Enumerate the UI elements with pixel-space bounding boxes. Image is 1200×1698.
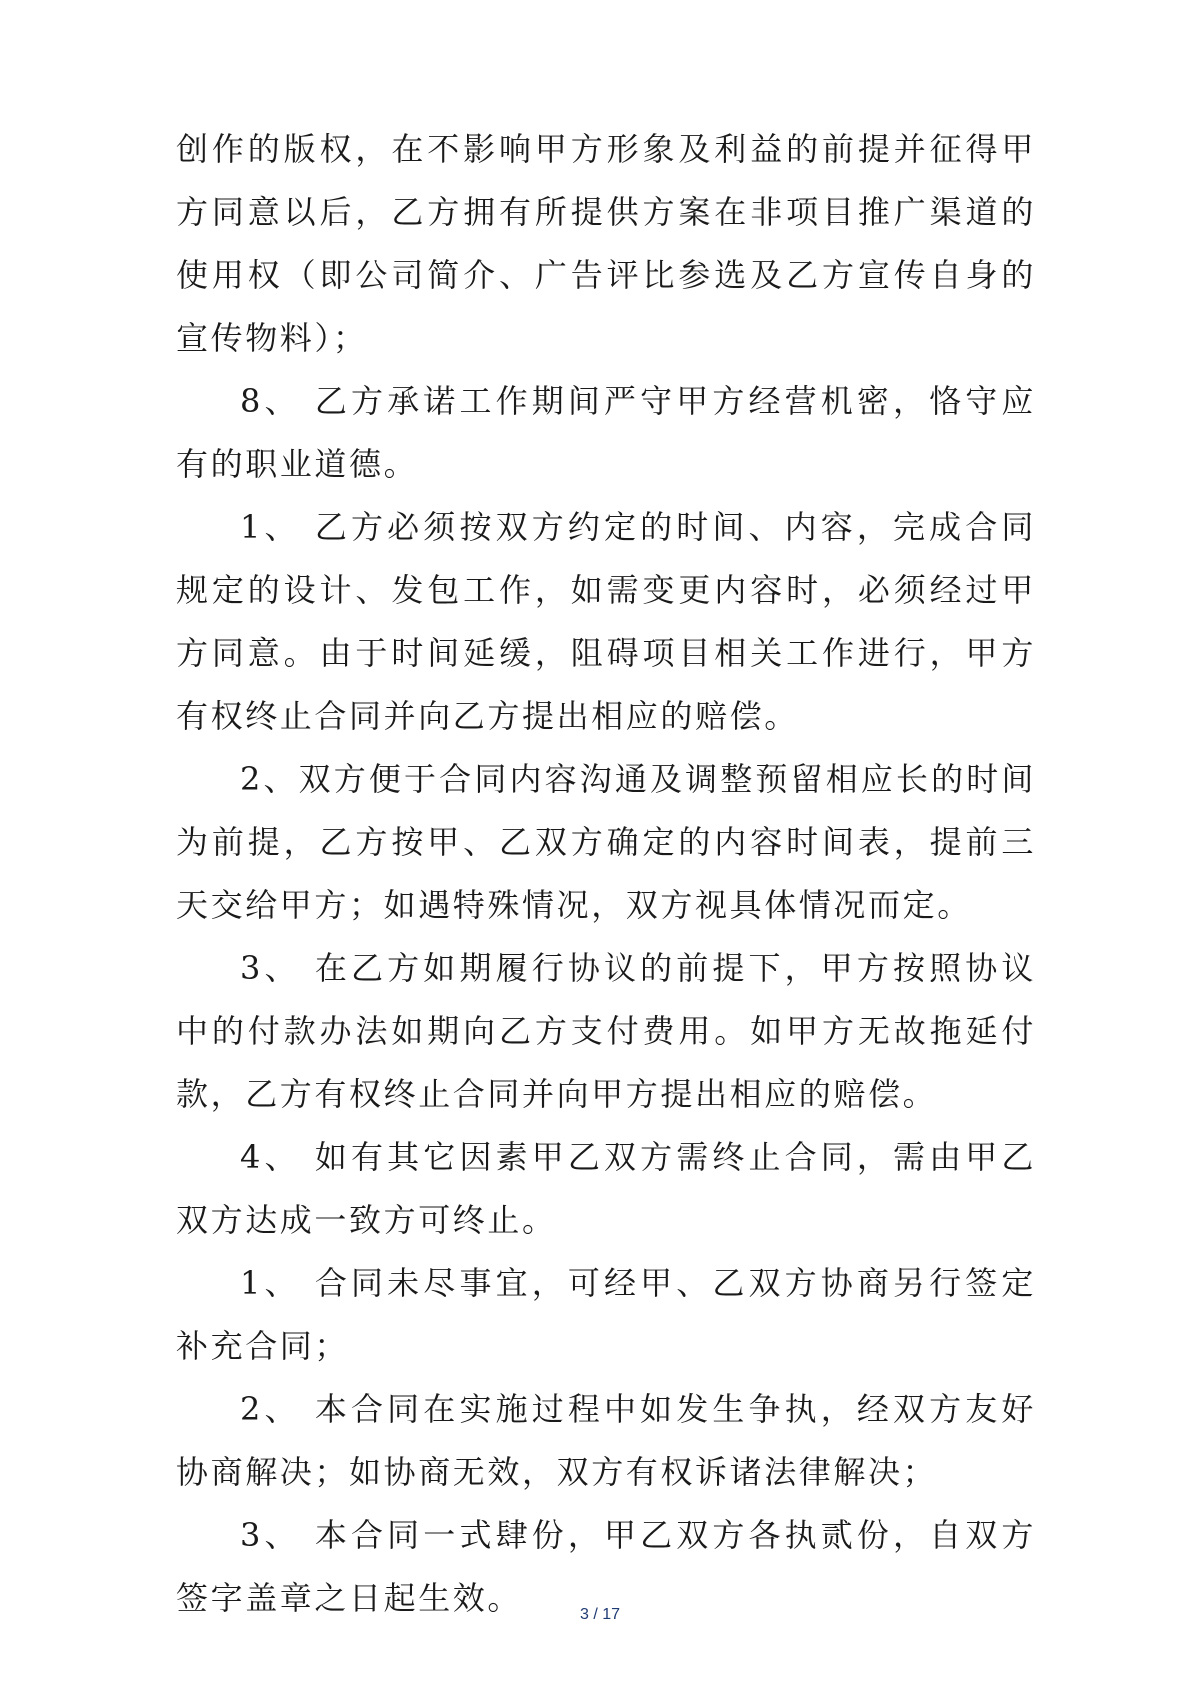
paragraph-clause-3-payment: 3、 在乙方如期履行协议的前提下，甲方按照协议中的付款办法如期向乙方支付费用。如甲方无故拖延付款，乙方有权终止合同并向甲方提出相应的赔偿。 bbox=[176, 949, 1036, 1113]
paragraph-continuation: 创作的版权，在不影响甲方形象及利益的前提并征得甲方同意以后，乙方拥有所提供方案在非项目推广渠道的使用权（即公司简介、广告评比参选及乙方宣传自身的宣传物料）； bbox=[176, 130, 1036, 357]
paragraph-clause-1-obligations: 1、 乙方必须按双方约定的时间、内容，完成合同规定的设计、发包工作，如需变更内容时，必须经过甲方同意。由于时间延缓，阻碍项目相关工作进行，甲方有权终止合同并向乙方提出相应的赔偿。 bbox=[176, 508, 1036, 735]
paragraph-clause-3-copies: 3、 本合同一式肆份，甲乙双方各执贰份，自双方签字盖章之日起生效。 bbox=[176, 1516, 1036, 1617]
paragraph-clause-8: 8、 乙方承诺工作期间严守甲方经营机密，恪守应有的职业道德。 bbox=[176, 382, 1036, 483]
paragraph-clause-4-termination: 4、 如有其它因素甲乙双方需终止合同，需由甲乙双方达成一致方可终止。 bbox=[176, 1138, 1036, 1239]
paragraph-clause-2-disputes: 2、 本合同在实施过程中如发生争执，经双方友好协商解决；如协商无效，双方有权诉诸法律解决； bbox=[176, 1390, 1036, 1491]
paragraph-clause-1-supplement: 1、 合同未尽事宜，可经甲、乙双方协商另行签定补充合同； bbox=[176, 1264, 1036, 1365]
paragraph-clause-2-schedule: 2、双方便于合同内容沟通及调整预留相应长的时间为前提，乙方按甲、乙双方确定的内容时间表，提前三天交给甲方；如遇特殊情况，双方视具体情况而定。 bbox=[176, 760, 1036, 924]
page-number: 3 / 17 bbox=[579, 1606, 621, 1623]
document-body bbox=[176, 118, 1036, 1630]
